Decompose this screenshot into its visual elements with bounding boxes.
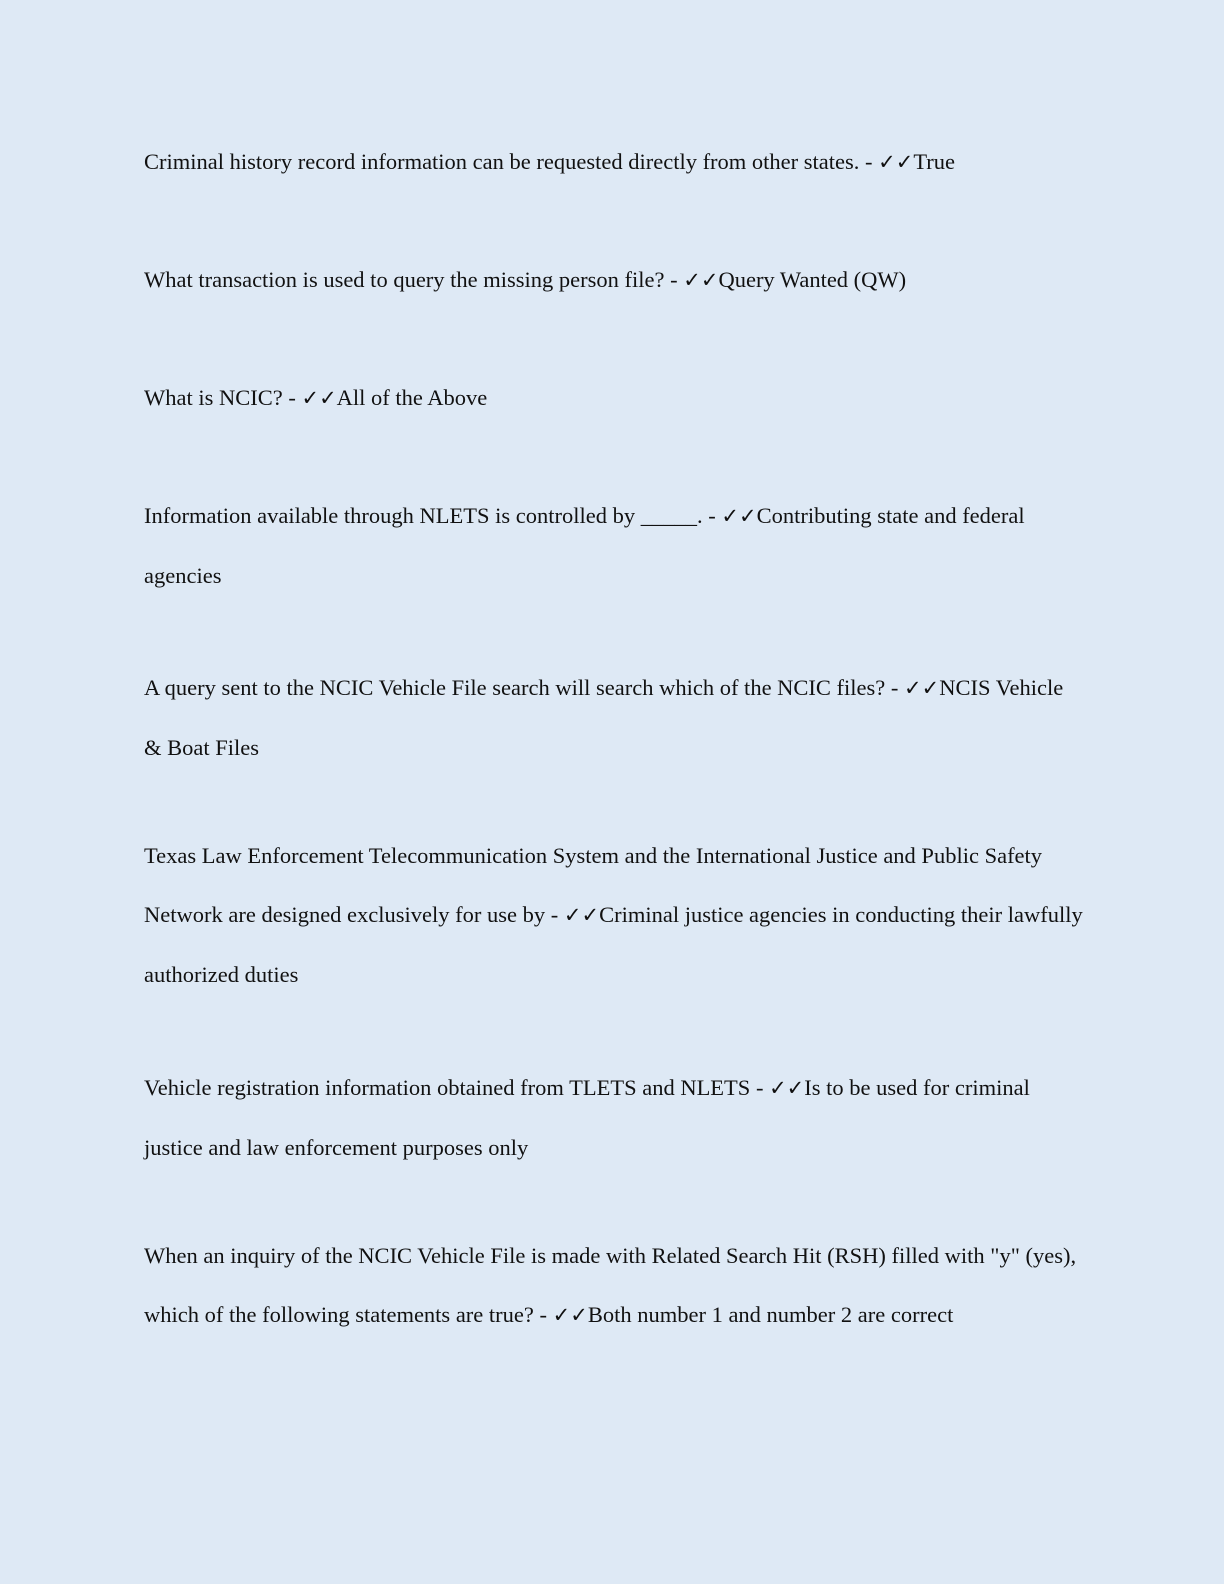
- answer-text: All of the Above: [336, 385, 488, 410]
- double-check-icon: ✓✓: [721, 504, 757, 528]
- qa-item-7: [144, 1058, 1084, 1177]
- question-text: What transaction is used to query the missing person file? -: [144, 267, 684, 292]
- question-text: When an inquiry of the NCIC Vehicle File is made with Related Search Hit (RSH) filled with "y" (yes), which of the following statements are true? -: [144, 1243, 1077, 1327]
- question-text: Vehicle registration information obtained from TLETS and NLETS -: [144, 1075, 770, 1100]
- answer-text: Contributing state and federal agencies: [144, 503, 1025, 588]
- qa-item-1: [144, 132, 1084, 192]
- double-check-icon: ✓✓: [769, 1076, 805, 1100]
- question-text: Criminal history record information can be requested directly from other states. -: [144, 149, 879, 174]
- question-text: Texas Law Enforcement Telecommunication System and the International Justice and Public Safety Network are designed exclusively for use by -: [144, 843, 1043, 927]
- double-check-icon: ✓✓: [904, 676, 940, 700]
- double-check-icon: ✓✓: [878, 150, 914, 174]
- qa-item-2: [144, 250, 1084, 310]
- double-check-icon: ✓✓: [563, 903, 600, 927]
- answer-text: Is to be used for criminal justice and law enforcement purposes only: [144, 1075, 1030, 1160]
- qa-item-6: [144, 826, 1084, 1004]
- qa-item-3: [144, 368, 1084, 428]
- qa-item-4: [144, 486, 1084, 605]
- qa-item-8: [144, 1226, 1084, 1345]
- answer-text: True: [913, 149, 956, 174]
- double-check-icon: ✓✓: [301, 386, 337, 410]
- answer-text: Query Wanted (QW): [718, 267, 907, 292]
- question-text: Information available through NLETS is controlled by _____. -: [144, 503, 722, 528]
- question-text: What is NCIC? -: [144, 385, 302, 410]
- answer-text: Criminal justice agencies in conducting their lawfully authorized duties: [144, 902, 1083, 987]
- double-check-icon: ✓✓: [683, 268, 719, 292]
- double-check-icon: ✓✓: [552, 1303, 588, 1327]
- answer-text: Both number 1 and number 2 are correct: [587, 1302, 954, 1327]
- qa-item-5: [144, 658, 1084, 777]
- question-text: A query sent to the NCIC Vehicle File search will search which of the NCIC files? -: [144, 675, 905, 700]
- answer-text: NCIS Vehicle & Boat Files: [144, 675, 1064, 760]
